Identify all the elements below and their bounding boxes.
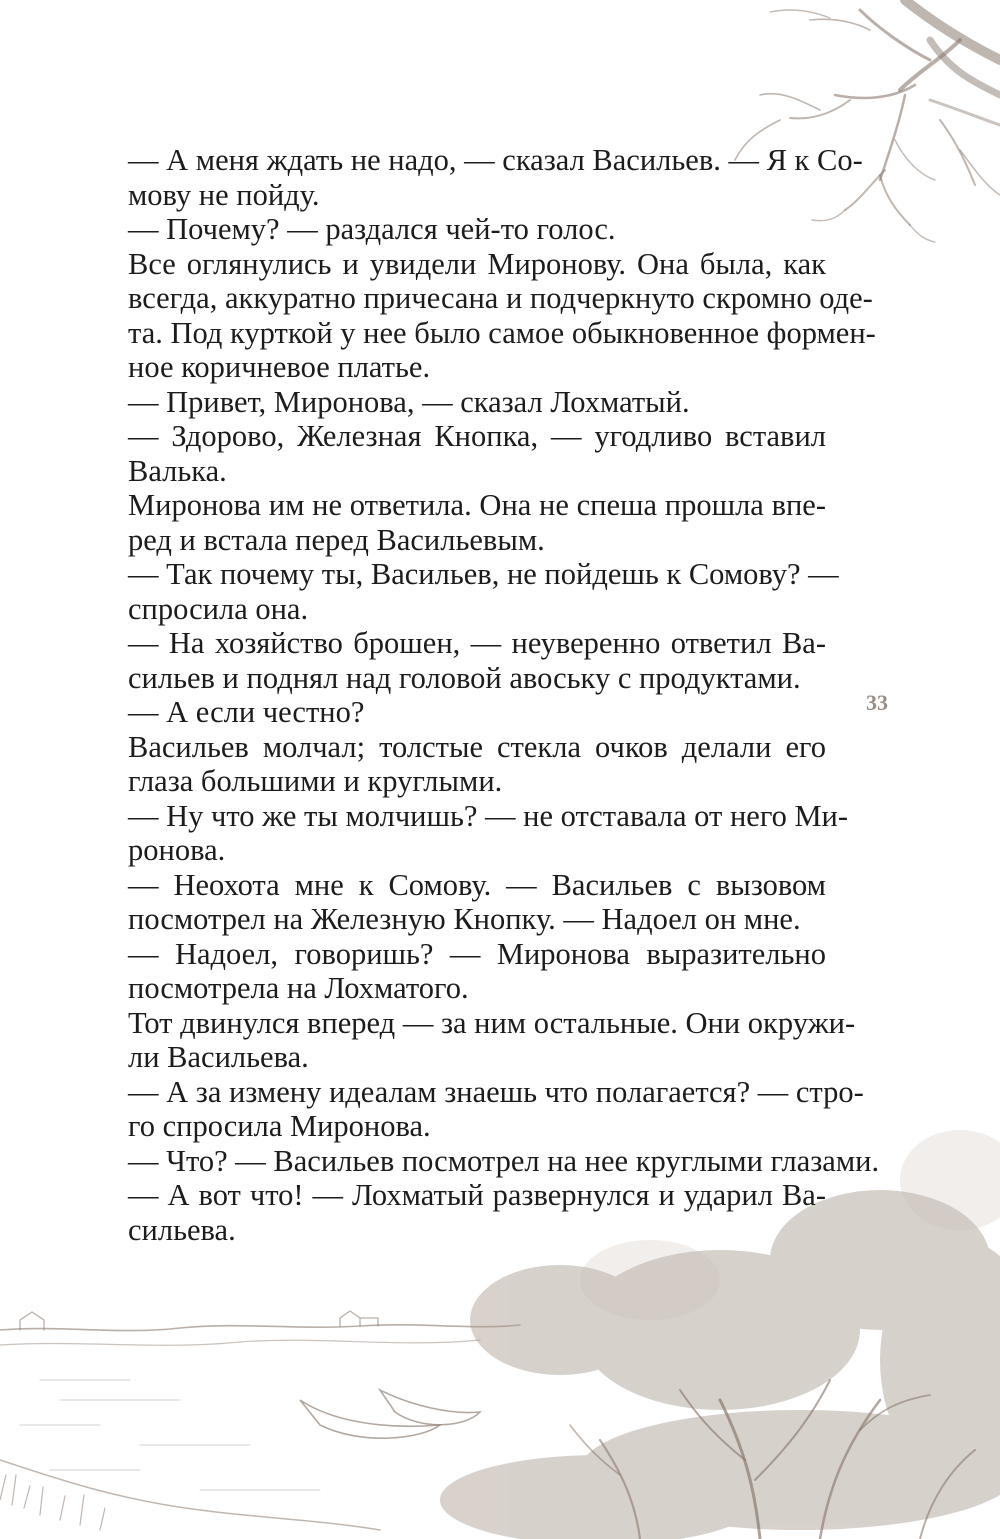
text-line: ред и встала перед Васильевым. — [128, 522, 545, 557]
text-line: — Что? — Васильев посмотрел на нее круглыми глазами. — [128, 1143, 880, 1178]
text-line: глаза большими и круглыми. — [128, 764, 503, 798]
text-line: Тот двинулся вперед — за ним остальные. Они окружи- — [128, 1005, 856, 1040]
text-line: — Ну что же ты молчишь? — не отставала от него Ми- — [128, 798, 849, 833]
text-line: — А за измену идеалам знаешь что полагается? — стро- — [128, 1074, 864, 1109]
page-number: 33 — [866, 690, 888, 715]
text-line: мову не пойду. — [128, 177, 320, 212]
text-line: ли Васильева. — [128, 1040, 309, 1074]
text-line: ное коричневое платье. — [128, 350, 431, 384]
text-line: — Почему? — раздался чей-то голос. — [128, 212, 616, 246]
text-line: посмотрел на Железную Кнопку. — Надоел он мне. — [128, 902, 801, 936]
text-line: та. Под курткой у нее было самое обыкновенное формен- — [128, 315, 876, 350]
text-line: — А вот что! — Лохматый развернулся и ударил Ва- — [128, 1178, 826, 1212]
text-line: — Здорово, Железная Кнопка, — угодливо вставил — [128, 419, 826, 453]
text-line: всегда, аккуратно причесана и подчеркнуто скромно оде- — [128, 281, 873, 315]
text-line: го спросила Миронова. — [128, 1109, 431, 1143]
text-line: — Надоел, говоришь? — Миронова выразительно — [128, 936, 826, 971]
text-line: Все оглянулись и увидели Миронову. Она была, как — [128, 246, 826, 281]
text-line: Васильев молчал; толстые стекла очков делали его — [128, 729, 826, 764]
text-line: — А меня ждать не надо, — сказал Васильев. — Я к Со- — [128, 143, 863, 177]
text-line: Валька. — [128, 453, 227, 488]
text-line: — На хозяйство брошен, — неуверенно ответил Ва- — [128, 626, 826, 660]
text-line: Миронова им не ответила. Она не спеша прошла впе- — [128, 488, 826, 522]
text-line: спросила она. — [128, 591, 309, 626]
text-line: ронова. — [128, 833, 226, 867]
text-line: посмотрела на Лохматого. — [128, 971, 469, 1005]
text-line: — А если честно? — [128, 695, 365, 729]
text-line: — Неохота мне к Сомову. — Васильев с вызовом — [128, 867, 826, 902]
text-line: сильева. — [128, 1212, 236, 1247]
text-line: сильев и поднял над головой авоську с продуктами. — [128, 660, 801, 695]
text-line: — Привет, Миронова, — сказал Лохматый. — [128, 384, 690, 419]
text-line: — Так почему ты, Васильев, не пойдешь к Сомову? — — [128, 557, 839, 591]
